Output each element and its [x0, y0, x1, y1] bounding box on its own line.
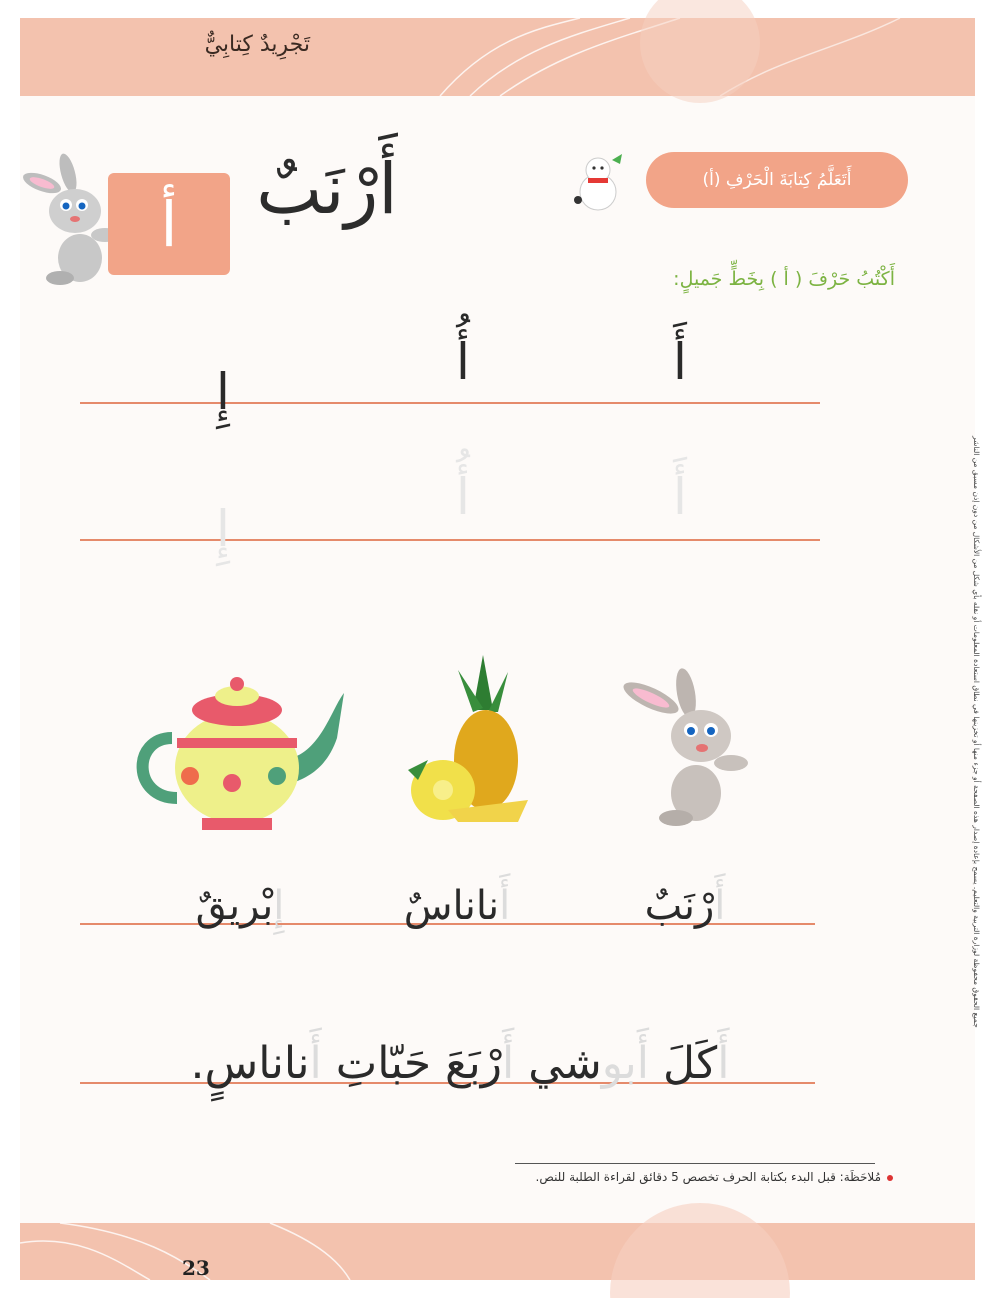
word-ghost-letter[interactable]: أَ: [499, 883, 511, 929]
note-bullet-icon: [887, 1175, 893, 1181]
rabbit-icon: [616, 668, 751, 828]
word-label: [600, 883, 770, 929]
workbook-page: [20, 18, 981, 1280]
teapot-icon: [132, 668, 347, 833]
snowman-icon: [568, 150, 628, 214]
bottom-banner-curves: [20, 1223, 975, 1280]
sentence-ghost[interactable]: أَ: [636, 1038, 649, 1089]
note-divider: [515, 1163, 875, 1164]
practice-letter: أُ: [456, 333, 470, 391]
word-label: [372, 883, 542, 929]
practice-sentence: [170, 1038, 750, 1089]
sentence-ghost[interactable]: أَ: [717, 1038, 730, 1089]
word-rest: ناناسٌ: [403, 883, 500, 929]
practice-letter: أَ: [673, 333, 687, 391]
lesson-title-pill: أَتَعَلَّمُ كِتابَةَ الْحَرْفِ (أ): [646, 152, 908, 208]
word-ghost-letter[interactable]: إِ: [273, 883, 285, 929]
pineapple-icon: [388, 650, 543, 828]
letter-box: أ: [108, 173, 230, 275]
banner-curves: [20, 18, 975, 96]
word-label: [155, 883, 325, 929]
instruction-text: أَكْتُبُ حَرْفَ ( أ ) بِخَطٍّ جَميلٍ:: [673, 268, 895, 290]
sentence-text: كَلَ: [648, 1038, 718, 1089]
bottom-banner: [20, 1223, 975, 1280]
sentence-ghost[interactable]: أَ: [309, 1038, 322, 1089]
word-ghost-letter[interactable]: أَ: [714, 883, 726, 929]
sentence-text: ناناسٍ.: [190, 1038, 310, 1089]
sentence-text: شي: [514, 1038, 602, 1089]
trace-letter-faded[interactable]: أُ: [456, 468, 470, 526]
header-title: تَجْرِيدٌ كِتابِيٌّ: [204, 32, 310, 57]
copyright-side-text: جميع الحقوق محفوظة لوزارة التربية والتعليم. يسمح بإعادة إصدار هذه الصفحة أو جزء منها أو تخزينها في نطاق استعادة المعلومات أو نقله بأي شكل من الأشكال من دون إذن مسبق من الناشر: [972, 436, 981, 1028]
word-rest: رْنَبٌ: [644, 883, 715, 929]
teacher-note: [493, 1170, 893, 1184]
big-word: أَرْنَبٌ: [256, 148, 398, 230]
word-rest: بْريقٌ: [195, 883, 274, 929]
sentence-ghost-text: بو: [601, 1038, 637, 1089]
top-banner: [20, 18, 975, 96]
note-text: مُلاحَظَة: قبل البدء بكتابة الحرف تخصص 5 دقائق لقراءة الطلبة للنص.: [535, 1170, 881, 1184]
page-number: 23: [182, 1256, 210, 1280]
sentence-text: رْبَعَ حَبّاتِ: [321, 1038, 502, 1089]
sentence-ghost[interactable]: أَ: [501, 1038, 515, 1089]
practice-letter: إِ: [216, 363, 230, 421]
trace-letter-faded[interactable]: إِ: [216, 500, 230, 558]
trace-letter-faded[interactable]: أَ: [673, 468, 687, 526]
